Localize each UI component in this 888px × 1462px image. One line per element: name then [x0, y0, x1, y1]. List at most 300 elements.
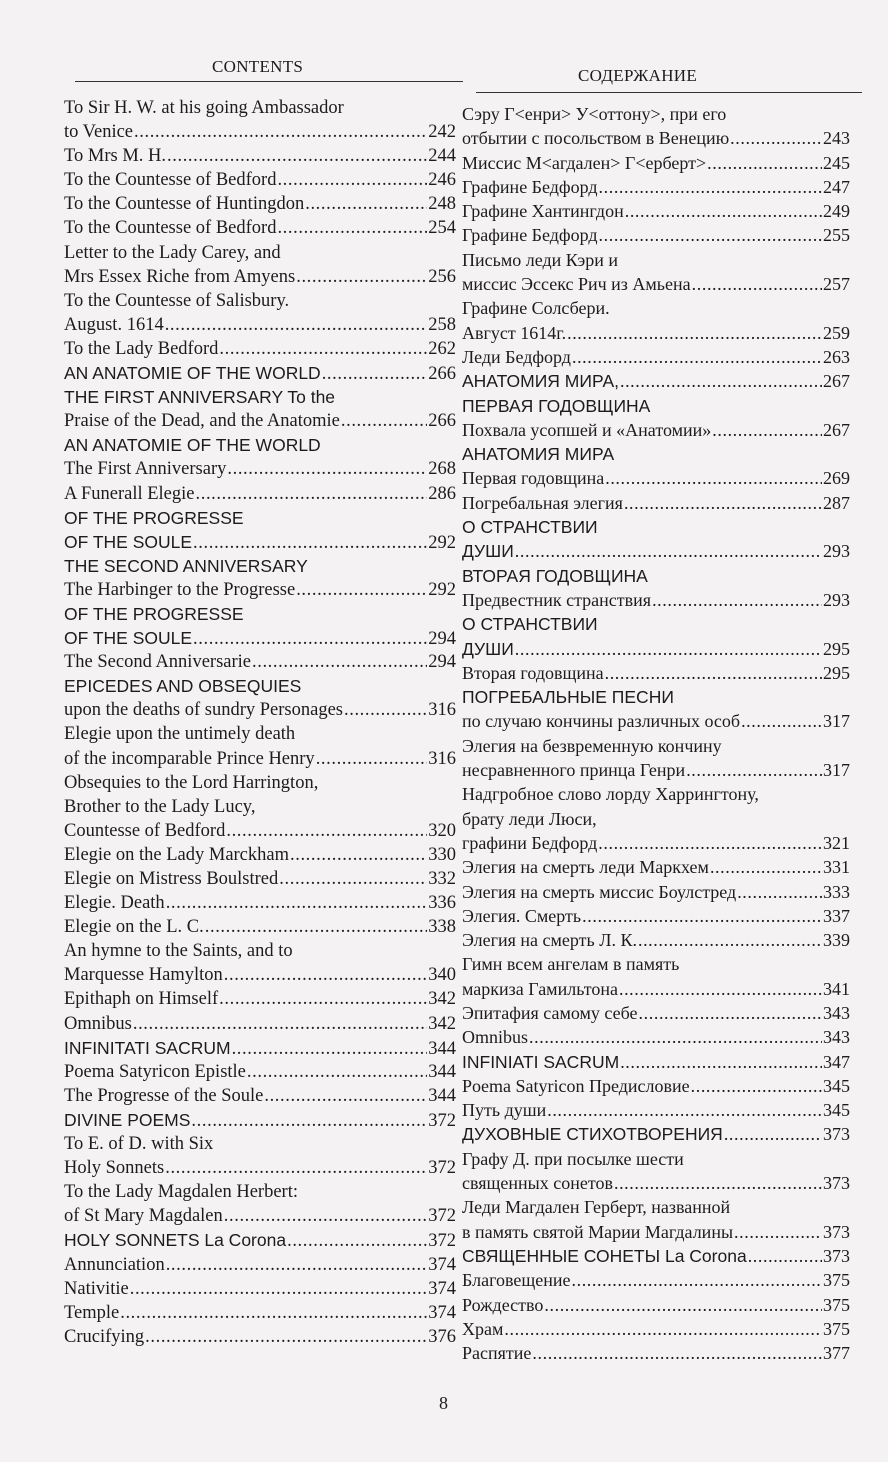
toc-entry — [462, 151, 850, 175]
toc-entry — [462, 1025, 850, 1049]
dot-leader — [598, 831, 822, 855]
toc-entry — [462, 272, 850, 296]
toc-entry-page: 338 — [428, 917, 456, 938]
toc-entry-page: 373 — [823, 1173, 850, 1194]
toc-entry — [462, 1244, 850, 1268]
toc-entry-page: 316 — [428, 748, 456, 769]
toc-entry — [462, 855, 850, 879]
toc-entry — [64, 602, 456, 626]
toc-entry-title: Графине Солсбери. — [462, 298, 610, 319]
toc-entry-title: АНАТОМИЯ МИРА, — [462, 371, 619, 392]
toc-entry — [462, 1171, 850, 1195]
toc-entry-page: 248 — [428, 194, 456, 215]
toc-entry-page: 266 — [428, 364, 456, 385]
toc-entry — [462, 1341, 850, 1365]
toc-entry-title: Poema Satyricon Предисловие — [462, 1075, 690, 1096]
toc-entry-page: 344 — [428, 1061, 456, 1082]
dot-leader — [296, 265, 427, 289]
heading-rule-right — [476, 92, 862, 93]
dot-leader — [691, 1074, 822, 1098]
toc-entry-title: Графине Хантингдон — [462, 201, 624, 222]
toc-entry-page: 333 — [823, 881, 850, 902]
toc-entry — [64, 289, 456, 313]
toc-entry-title: OF THE PROGRESSE — [64, 507, 244, 528]
contents-column-russian — [462, 102, 850, 1365]
toc-entry-title: INFINITATI SACRUM — [64, 1037, 231, 1058]
toc-entry-page: 375 — [823, 1294, 850, 1315]
toc-entry — [462, 369, 850, 393]
toc-entry — [64, 1012, 456, 1036]
toc-entry-page: 249 — [823, 201, 850, 222]
contents-heading-english: CONTENTS — [212, 57, 304, 76]
dot-leader — [692, 272, 822, 296]
toc-entry — [462, 1293, 850, 1317]
toc-entry-page: 375 — [823, 1318, 850, 1339]
dot-leader — [120, 1301, 427, 1325]
toc-entry-page: 269 — [823, 468, 850, 489]
toc-entry — [64, 457, 456, 481]
dot-leader — [219, 337, 427, 361]
toc-entry-page: 292 — [428, 579, 456, 600]
toc-entry — [64, 843, 456, 867]
toc-entry-page: 262 — [428, 338, 456, 359]
toc-entry-page: 345 — [823, 1100, 850, 1121]
dot-leader — [193, 531, 427, 555]
toc-entry — [64, 409, 456, 433]
toc-entry-page: 243 — [823, 128, 850, 149]
toc-entry-page: 344 — [428, 1038, 456, 1059]
toc-entry-title: маркиза Гамильтона — [462, 978, 618, 999]
toc-entry-title: графини Бедфорд — [462, 832, 598, 853]
toc-entry — [64, 1301, 456, 1325]
toc-entry-title: upon the deaths of sundry Personages — [64, 700, 343, 721]
toc-entry — [64, 747, 456, 771]
toc-entry — [462, 1122, 850, 1146]
toc-entry-title: Рождество — [462, 1294, 544, 1315]
toc-entry-title: To the Countesse of Bedford — [64, 170, 277, 191]
toc-entry — [64, 313, 456, 337]
toc-entry — [462, 637, 850, 661]
toc-entry — [64, 1060, 456, 1084]
toc-entry-title: Praise of the Dead, and the Anatomie — [64, 411, 340, 432]
toc-entry — [64, 987, 456, 1011]
toc-entry-title: Letter to the Lady Carey, and — [64, 242, 281, 263]
toc-entry-page: 340 — [428, 965, 456, 986]
toc-entry-title: To the Lady Bedford — [64, 338, 219, 359]
toc-entry-title: Миссис М<агдален> Г<ерберт> — [462, 152, 707, 173]
dot-leader — [515, 637, 822, 661]
toc-entry-page: 339 — [823, 930, 850, 951]
dot-leader — [316, 747, 428, 771]
toc-entry — [64, 1132, 456, 1156]
toc-entry — [64, 1228, 456, 1252]
toc-entry-page: 377 — [823, 1343, 850, 1364]
toc-entry-page: 320 — [428, 820, 456, 841]
toc-entry — [64, 771, 456, 795]
toc-entry-title: To E. of D. with Six — [64, 1134, 214, 1155]
toc-entry-title: Храм — [462, 1318, 504, 1339]
toc-entry — [462, 1074, 850, 1098]
toc-entry-title: ДУШИ — [462, 541, 514, 562]
dot-leader — [134, 120, 427, 144]
toc-entry — [462, 685, 850, 709]
toc-entry-title: Elegie. Death — [64, 893, 165, 914]
toc-entry-title: Obsequies to the Lord Harrington, — [64, 772, 319, 793]
toc-entry-page: 341 — [823, 978, 850, 999]
toc-entry-title: The Second Anniversarie — [64, 652, 251, 673]
toc-entry — [462, 466, 850, 490]
toc-entry-page: 330 — [428, 844, 456, 865]
toc-entry — [462, 321, 850, 345]
toc-entry-page: 374 — [428, 1254, 456, 1275]
toc-entry-title: отбытии с посольством в Венецию — [462, 128, 730, 149]
toc-entry — [462, 345, 850, 369]
page-number: 8 — [439, 1393, 448, 1413]
toc-entry — [64, 337, 456, 361]
dot-leader — [344, 698, 427, 722]
toc-entry-page: 268 — [428, 459, 456, 480]
toc-entry — [462, 539, 850, 563]
toc-entry — [64, 1036, 456, 1060]
toc-entry — [64, 915, 456, 939]
dot-leader — [165, 1156, 427, 1180]
contents-heading-russian: СОДЕРЖАНИЕ — [578, 66, 698, 85]
toc-entry-title: Графине Бедфорд — [462, 176, 598, 197]
dot-leader — [544, 1293, 822, 1317]
toc-entry — [64, 192, 456, 216]
toc-entry — [64, 506, 456, 530]
dot-leader — [707, 151, 822, 175]
heading-rule-left — [75, 81, 463, 82]
dot-leader — [166, 891, 428, 915]
toc-entry — [64, 385, 456, 409]
dot-leader — [191, 1109, 427, 1133]
toc-entry-title: OF THE SOULE — [64, 531, 193, 552]
toc-entry-page: 372 — [428, 1110, 456, 1131]
toc-entry-title: To Mrs M. H. — [64, 146, 167, 167]
toc-entry-page: 374 — [428, 1278, 456, 1299]
toc-entry-title: Гимн всем ангелам в память — [462, 954, 680, 975]
dot-leader — [277, 168, 427, 192]
toc-entry — [462, 1147, 850, 1171]
toc-entry-title: To the Countesse of Huntingdon — [64, 194, 305, 215]
dot-leader — [567, 321, 822, 345]
toc-entry-title: An hymne to the Saints, and to — [64, 941, 293, 962]
dot-leader — [322, 362, 428, 386]
dot-leader — [532, 1341, 822, 1365]
dot-leader — [686, 758, 822, 782]
toc-entry-page: 247 — [823, 176, 850, 197]
toc-entry — [462, 588, 850, 612]
toc-entry — [462, 442, 850, 466]
dot-leader — [227, 457, 427, 481]
toc-entry-title: Элегия. Смерть — [462, 905, 582, 926]
toc-entry-page: 266 — [428, 411, 456, 432]
dot-leader — [130, 1277, 428, 1301]
toc-entry-page: 372 — [428, 1158, 456, 1179]
toc-entry-title: Poema Satyricon Epistle — [64, 1061, 246, 1082]
toc-entry — [64, 120, 456, 144]
dot-leader — [167, 144, 427, 168]
toc-entry-title: Mrs Essex Riche from Amyens — [64, 266, 296, 287]
toc-entry-title: миссис Эссекс Рич из Амьена — [462, 274, 691, 295]
toc-entry — [64, 1180, 456, 1204]
toc-entry-title: Omnibus — [64, 1013, 132, 1034]
dot-leader — [145, 1325, 427, 1349]
toc-entry-title: A Funerall Elegie — [64, 483, 195, 504]
toc-entry-title: несравненного принца Генри — [462, 760, 686, 781]
toc-entry-title: of the incomparable Prince Henry — [64, 748, 315, 769]
dot-leader — [247, 1060, 427, 1084]
toc-entry-page: 344 — [428, 1085, 456, 1106]
toc-entry-title: Леди Магдален Герберт, названной — [462, 1197, 731, 1218]
toc-entry — [64, 1325, 456, 1349]
toc-entry-page: 246 — [428, 170, 456, 191]
dot-leader — [205, 915, 428, 939]
toc-entry-title: To Sir H. W. at his going Ambassador — [64, 98, 344, 118]
toc-entry-page: 256 — [428, 266, 456, 287]
dot-leader — [730, 126, 822, 150]
toc-entry — [64, 1204, 456, 1228]
dot-leader — [290, 843, 427, 867]
toc-entry — [64, 867, 456, 891]
toc-entry — [462, 491, 850, 515]
toc-entry-page: 343 — [823, 1027, 850, 1048]
toc-entry — [462, 880, 850, 904]
dot-leader — [620, 369, 822, 393]
toc-entry-page: 263 — [823, 346, 850, 367]
dot-leader — [734, 1220, 822, 1244]
dot-leader — [133, 1012, 427, 1036]
toc-entry-page: 317 — [823, 711, 850, 732]
toc-entry-title: The Progresse of the Soule — [64, 1085, 264, 1106]
dot-leader — [226, 819, 427, 843]
toc-entry — [64, 1084, 456, 1108]
toc-entry-title: ВТОРАЯ ГОДОВЩИНА — [462, 565, 648, 586]
toc-entry — [462, 807, 850, 831]
dot-leader — [165, 313, 428, 337]
toc-entry-page: 347 — [823, 1051, 850, 1072]
toc-entry-page: 375 — [823, 1270, 850, 1291]
toc-entry-page: 337 — [823, 905, 850, 926]
toc-entry — [462, 904, 850, 928]
toc-entry-page: 373 — [823, 1124, 850, 1145]
toc-entry-title: AN ANATOMIE OF THE WORLD — [64, 363, 321, 384]
toc-entry — [462, 418, 850, 442]
toc-entry-title: Похвала усопшей и «Анатомии» — [462, 419, 712, 440]
toc-entry — [462, 515, 850, 539]
toc-entry-title: The Harbinger to the Progresse — [64, 579, 296, 600]
toc-entry-page: 258 — [428, 314, 456, 335]
toc-entry — [64, 433, 456, 457]
toc-entry — [64, 144, 456, 168]
dot-leader — [737, 880, 822, 904]
toc-entry — [64, 891, 456, 915]
toc-entry-page: 345 — [823, 1075, 850, 1096]
toc-entry — [64, 361, 456, 385]
toc-entry-page: 294 — [428, 652, 456, 673]
dot-leader — [515, 539, 822, 563]
toc-entry-page: 292 — [428, 532, 456, 553]
toc-entry-title: INFINIATI SACRUM — [462, 1051, 620, 1072]
toc-entry-page: 287 — [823, 492, 850, 513]
dot-leader — [625, 199, 822, 223]
toc-entry-title: О СТРАНСТВИИ — [462, 614, 598, 635]
toc-entry-title: ДУХОВНЫЕ СТИХОТВОРЕНИЯ — [462, 1124, 723, 1145]
toc-entry-title: Письмо леди Кэри и — [462, 249, 619, 270]
toc-entry — [462, 1220, 850, 1244]
toc-entry-title: Август 1614г. — [462, 322, 567, 343]
toc-entry-title: Элегия на безвременную кончину — [462, 735, 722, 756]
toc-entry-page: 336 — [428, 893, 456, 914]
toc-entry-page: 317 — [823, 760, 850, 781]
toc-entry-title: August. 1614 — [64, 314, 164, 335]
toc-entry — [64, 795, 456, 819]
toc-entry-page: 342 — [428, 1013, 456, 1034]
toc-entry-title: The First Anniversary — [64, 459, 227, 480]
toc-entry — [64, 819, 456, 843]
toc-entry-title: Предвестник странствия — [462, 589, 652, 610]
dot-leader — [224, 1204, 427, 1228]
toc-entry-page: 293 — [823, 589, 850, 610]
toc-entry-title: СВЯЩЕННЫЕ СОНЕТЫ La Corona — [462, 1245, 747, 1266]
dot-leader — [741, 709, 822, 733]
toc-entry-title: Crucifying — [64, 1326, 145, 1347]
toc-entry-title: Леди Бедфорд — [462, 346, 571, 367]
dot-leader — [287, 1229, 427, 1253]
dot-leader — [638, 928, 822, 952]
dot-leader — [504, 1317, 822, 1341]
dot-leader — [624, 491, 822, 515]
toc-entry-page: 372 — [428, 1206, 456, 1227]
toc-entry-title: DIVINE POEMS — [64, 1109, 191, 1130]
toc-entry-title: Первая годовщина — [462, 468, 605, 489]
toc-entry-page: 342 — [428, 989, 456, 1010]
toc-entry — [64, 1108, 456, 1132]
toc-entry — [462, 564, 850, 588]
toc-entry-title: to Venice — [64, 122, 134, 143]
toc-entry-page: 242 — [428, 122, 456, 143]
toc-entry — [462, 248, 850, 272]
dot-leader — [619, 977, 822, 1001]
toc-entry-page: 294 — [428, 629, 456, 650]
toc-entry-page: 244 — [428, 146, 456, 167]
toc-entry-page: 255 — [823, 225, 850, 246]
dot-leader — [279, 867, 427, 891]
toc-entry-title: Путь души — [462, 1100, 547, 1121]
dot-leader — [712, 418, 822, 442]
toc-entry-title: АНАТОМИЯ МИРА — [462, 444, 615, 465]
toc-entry-title: Элегия на смерть миссис Боулстред — [462, 881, 737, 902]
toc-entry — [64, 530, 456, 554]
toc-entry-title: HOLY SONNETS La Corona — [64, 1230, 287, 1251]
toc-entry — [64, 168, 456, 192]
toc-entry-title: EPICEDES AND OBSEQUIES — [64, 676, 302, 697]
dot-leader — [196, 482, 428, 506]
toc-entry-title: Элегия на смерть леди Маркхем — [462, 857, 709, 878]
toc-entry-title: ДУШИ — [462, 638, 514, 659]
toc-entry-title: Погребальная элегия — [462, 492, 623, 513]
toc-entry-title: THE SECOND ANNIVERSARY — [64, 555, 308, 576]
toc-entry-title: Holy Sonnets — [64, 1158, 165, 1179]
toc-entry-page: 295 — [823, 662, 850, 683]
toc-entry — [64, 241, 456, 265]
toc-entry — [462, 394, 850, 418]
toc-entry-title: of St Mary Magdalen — [64, 1206, 223, 1227]
toc-entry-title: Эпитафия самому себе — [462, 1002, 638, 1023]
toc-entry-page: 373 — [823, 1245, 850, 1266]
toc-entry — [64, 216, 456, 240]
toc-entry-page: 316 — [428, 700, 456, 721]
toc-entry-title: брату леди Люси, — [462, 808, 597, 829]
dot-leader — [529, 1025, 822, 1049]
toc-entry — [64, 265, 456, 289]
toc-entry-title: ПЕРВАЯ ГОДОВЩИНА — [462, 395, 651, 416]
toc-entry — [64, 626, 456, 650]
toc-entry-page: 331 — [823, 857, 850, 878]
toc-entry-title: To the Countesse of Salisbury. — [64, 290, 290, 311]
dot-leader — [547, 1098, 822, 1122]
toc-entry-title: To the Countesse of Bedford — [64, 218, 277, 239]
toc-entry-title: Благовещение — [462, 1270, 571, 1291]
toc-entry-page: 254 — [428, 218, 456, 239]
toc-entry — [462, 175, 850, 199]
dot-leader — [341, 409, 427, 433]
toc-entry-page: 332 — [428, 869, 456, 889]
dot-leader — [219, 987, 427, 1011]
toc-entry-title: Распятие — [462, 1343, 532, 1364]
dot-leader — [296, 578, 427, 602]
toc-entry-page: 286 — [428, 483, 456, 504]
toc-entry — [462, 1268, 850, 1292]
toc-entry-page: 267 — [823, 371, 850, 392]
toc-entry — [462, 1001, 850, 1025]
toc-entry — [462, 952, 850, 976]
toc-entry-title: Elegie on Mistress Boulstred — [64, 869, 279, 889]
toc-entry — [462, 1050, 850, 1074]
toc-entry — [462, 709, 850, 733]
toc-entry — [462, 612, 850, 636]
toc-entry-title: Epithaph on Himself — [64, 989, 219, 1010]
toc-entry — [462, 1098, 850, 1122]
toc-entry-title: Графине Бедфорд — [462, 225, 598, 246]
toc-entry-title: О СТРАНСТВИИ — [462, 517, 598, 538]
toc-entry-title: Вторая годовщина — [462, 662, 604, 683]
toc-entry — [462, 831, 850, 855]
toc-entry — [462, 1317, 850, 1341]
toc-entry-title: ПОГРЕБАЛЬНЫЕ ПЕСНИ — [462, 687, 674, 708]
toc-entry-title: Elegie on the Lady Marckham — [64, 844, 289, 865]
toc-entry-title: в память святой Марии Магдалины — [462, 1221, 734, 1242]
toc-entry-title: Графу Д. при посылке шести — [462, 1148, 684, 1169]
toc-entry-title: Elegie upon the untimely death — [64, 724, 296, 745]
dot-leader — [232, 1037, 428, 1061]
toc-entry — [462, 296, 850, 320]
toc-entry — [64, 698, 456, 722]
toc-entry-title: Annunciation — [64, 1254, 165, 1275]
toc-entry-title: OF THE PROGRESSE — [64, 603, 244, 624]
dot-leader — [252, 650, 427, 674]
dot-leader — [582, 904, 822, 928]
toc-entry — [462, 661, 850, 685]
dot-leader — [572, 345, 822, 369]
dot-leader — [605, 661, 822, 685]
toc-entry-title: священных сонетов — [462, 1173, 613, 1194]
dot-leader — [264, 1084, 427, 1108]
dot-leader — [224, 963, 427, 987]
toc-entry-page: 343 — [823, 1002, 850, 1023]
toc-entry-page: 259 — [823, 322, 850, 343]
